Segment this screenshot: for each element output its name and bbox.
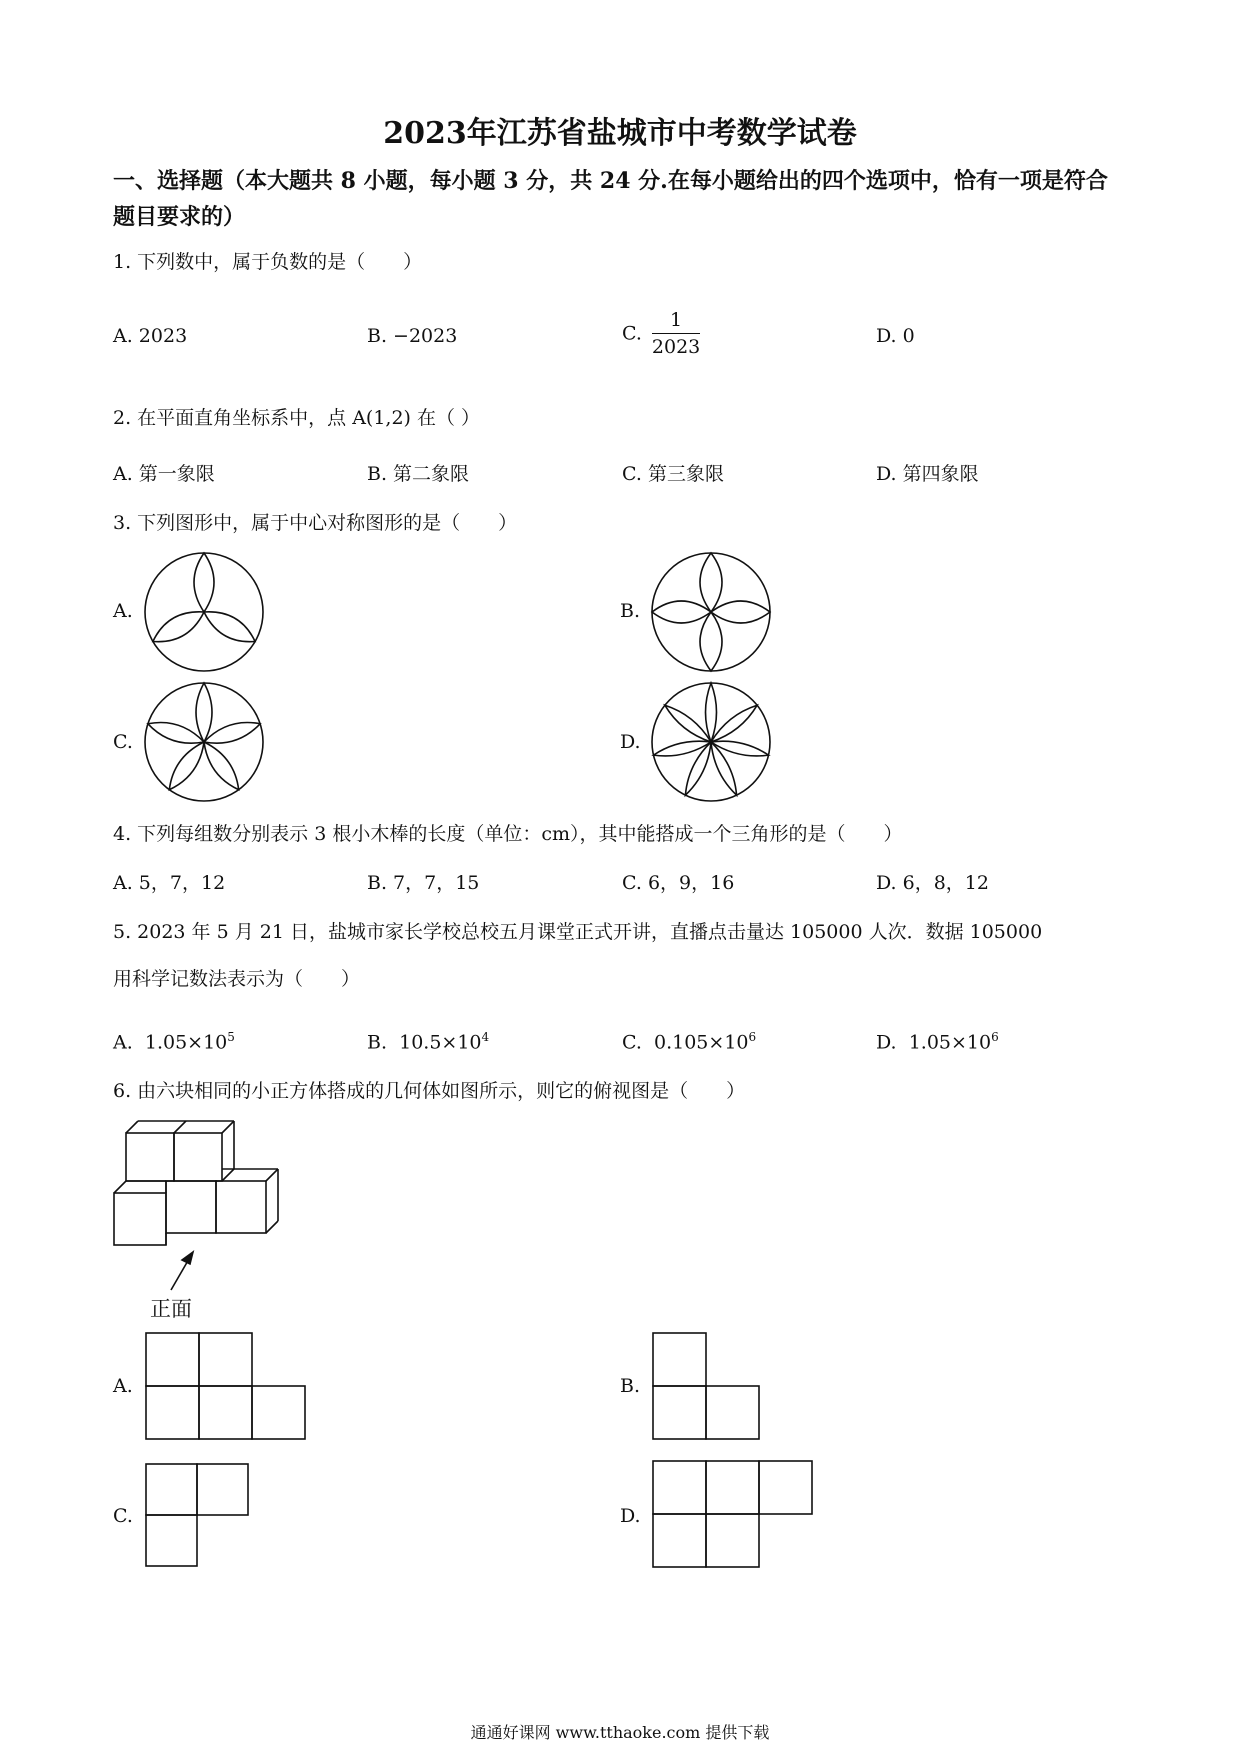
- question-5-stem-line-1: 5. 2023 年 5 月 21 日，盐城市家长学校总校五月课堂正式开讲，直播点击量达 105000 人次．数据 105000: [113, 921, 1043, 943]
- q6-option-b-figure: [652, 1332, 762, 1442]
- q2-option-c: C. 第三象限: [622, 463, 724, 485]
- q1-option-a: A. 2023: [113, 325, 188, 347]
- question-1-stem: 1. 下列数中，属于负数的是（ ）: [113, 251, 423, 273]
- question-5-stem-line-2: 用科学记数法表示为（ ）: [113, 968, 361, 990]
- q5-option-d: [876, 1023, 999, 1056]
- q6-cube-figure: [110, 1125, 300, 1250]
- q5-option-a: [113, 1023, 235, 1056]
- q3-figure-d: [651, 682, 771, 802]
- q5-option-d-exponent: 6: [991, 1030, 999, 1044]
- q1-option-d: D. 0: [876, 325, 915, 347]
- fraction: [652, 307, 700, 360]
- q5-option-d-label: D.: [876, 1031, 897, 1054]
- q4-option-b: B. 7，7，15: [367, 872, 480, 894]
- q5-option-b-exponent: 4: [481, 1030, 490, 1044]
- front-arrow-icon: [165, 1246, 205, 1296]
- q6-option-a-label: A.: [113, 1375, 133, 1397]
- q5-option-c-exponent: 6: [748, 1030, 757, 1044]
- q6-option-c-figure: [145, 1463, 255, 1573]
- q5-option-a-base: 1.05×10: [144, 1031, 228, 1054]
- q4-option-a: A. 5，7，12: [113, 872, 226, 894]
- q5-option-a-exponent: 5: [227, 1030, 235, 1044]
- q5-option-d-base: 1.05×10: [908, 1031, 992, 1054]
- q5-option-c: [622, 1023, 756, 1056]
- q3-option-d-label: D.: [620, 731, 641, 753]
- question-4-stem: 4. 下列每组数分别表示 3 根小木棒的长度（单位：cm），其中能搭成一个三角形的是（ ）: [113, 823, 903, 845]
- q2-option-d: D. 第四象限: [876, 463, 979, 485]
- q2-option-a: A. 第一象限: [113, 463, 215, 485]
- q3-option-c-label: C.: [113, 731, 133, 753]
- q1-option-c-label: C.: [622, 322, 642, 345]
- q3-figure-a: [144, 552, 264, 672]
- q6-option-c-label: C.: [113, 1505, 133, 1527]
- question-6-stem: 6. 由六块相同的小正方体搭成的几何体如图所示，则它的俯视图是（ ）: [113, 1080, 746, 1102]
- q5-option-b-label: B.: [367, 1031, 388, 1054]
- q5-option-b: [367, 1023, 489, 1056]
- q5-option-c-label: C.: [622, 1031, 642, 1054]
- q5-option-c-base: 0.105×10: [654, 1031, 749, 1054]
- q3-option-a-label: A.: [113, 600, 133, 622]
- question-2-stem: 2. 在平面直角坐标系中，点 A(1,2) 在（ ）: [113, 407, 481, 429]
- q5-option-b-base: 10.5×10: [399, 1031, 482, 1054]
- q3-figure-c: [144, 682, 264, 802]
- section-heading: 一、选择题（本大题共 8 小题，每小题 3 分，共 24 分.在每小题给出的四个选项中，恰有一项是符合题目要求的）: [113, 168, 1108, 230]
- fraction-numerator: 1: [652, 307, 700, 334]
- page-title: 2023年江苏省盐城市中考数学试卷: [383, 116, 857, 151]
- q3-figure-b: [651, 552, 771, 672]
- q2-option-b: B. 第二象限: [367, 463, 470, 485]
- q4-option-d: D. 6，8，12: [876, 872, 989, 894]
- q6-option-b-label: B.: [620, 1375, 641, 1397]
- q5-option-a-label: A.: [113, 1031, 133, 1054]
- q6-option-d-label: D.: [620, 1505, 641, 1527]
- question-3-stem: 3. 下列图形中，属于中心对称图形的是（ ）: [113, 512, 518, 534]
- q6-option-d-figure: [652, 1460, 816, 1572]
- q6-option-a-figure: [145, 1332, 307, 1442]
- q1-option-c: [622, 307, 700, 360]
- front-view-label: 正面: [150, 1297, 192, 1321]
- q4-option-c: C. 6，9，16: [622, 872, 735, 894]
- footer-watermark: 通通好课网 www.tthaoke.com 提供下载: [470, 1723, 770, 1742]
- fraction-denominator: 2023: [651, 336, 701, 358]
- q3-option-b-label: B.: [620, 600, 641, 622]
- q1-option-b: B. −2023: [367, 325, 458, 347]
